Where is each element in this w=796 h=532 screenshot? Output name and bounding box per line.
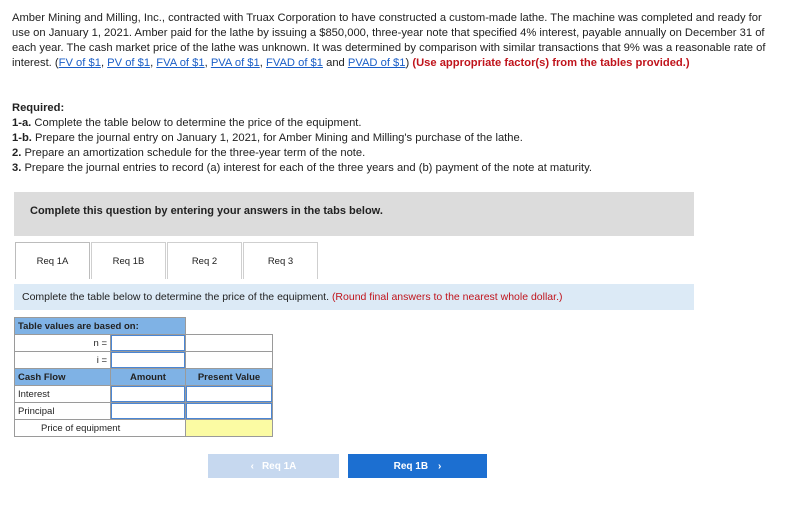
pv-link[interactable]: PV of $1 — [107, 57, 151, 69]
col-amount: Amount — [111, 369, 186, 386]
instruction-banner: Complete this question by entering your answers in the tabs below. — [14, 192, 694, 236]
present-value-table — [14, 317, 273, 437]
col-cash-flow: Cash Flow — [15, 369, 111, 386]
price-of-equipment-label: Price of equipment — [15, 420, 186, 437]
i-label: i = — [15, 352, 111, 369]
tab-req-1a[interactable]: Req 1A — [15, 242, 90, 279]
col-present-value: Present Value — [186, 369, 273, 386]
row-interest-label: Interest — [15, 386, 111, 403]
fva-link[interactable]: FVA of $1 — [156, 57, 205, 69]
n-label: n = — [15, 335, 111, 352]
problem-text: Amber Mining and Milling, Inc., contracted with Truax Corporation to have constructed a custom-made lathe. The machine was completed and ready for use on January 1, 2021. Amber paid for the lathe by issuing a $850,000, three-year note that specified 4% interest, payable annually on December 31 of each year. The cash market price of the lathe was unknown. It was determined by comparison with similar transactions that 9% was a reasonable rate of interest. ( — [12, 12, 766, 69]
problem-statement: Amber Mining and Milling, Inc., contracted with Truax Corporation to have constructed a custom-made lathe. The machine was completed and ready for use on January 1, 2021. Amber paid for the lathe by issuing a $850,000, three-year note that specified 4% interest, payable annually on December 31 of each year. The cash market price of the lathe was unknown. It was determined by comparison with similar transactions that 9% was a reasonable rate of interest. (FV of $1, PV of $1, FVA of $1, PVA of $1, FVAD of $1 and PVAD of $1) (Use appropriate factor(s) from the tables provided.) — [12, 12, 766, 69]
pvad-link[interactable]: PVAD of $1 — [347, 57, 406, 69]
required-heading: Required: — [12, 102, 65, 114]
next-tab-button[interactable]: Req 1B › — [348, 454, 487, 478]
price-of-equipment-total[interactable] — [186, 420, 273, 437]
fvad-link[interactable]: FVAD of $1 — [265, 57, 323, 69]
tab-bar — [15, 242, 319, 280]
required-item: 3. Prepare the journal entries to record (a) interest for each of the three years and (b) payment of the note at maturity. — [12, 162, 592, 174]
row-principal-label: Principal — [15, 403, 111, 420]
principal-amount-input[interactable] — [111, 403, 185, 419]
required-section — [12, 101, 782, 176]
pva-link[interactable]: PVA of $1 — [210, 57, 260, 69]
required-item: 2. Prepare an amortization schedule for the three-year term of the note. — [12, 147, 366, 159]
required-item: 1-b. Prepare the journal entry on January 1, 2021, for Amber Mining and Milling's purchase of the lathe. — [12, 132, 523, 144]
fv-link[interactable]: FV of $1 — [58, 57, 101, 69]
tab-req-3[interactable]: Req 3 — [243, 242, 318, 279]
principal-pv-input[interactable] — [186, 403, 272, 419]
chevron-left-icon: ‹ — [250, 460, 254, 472]
table-header: Table values are based on: — [15, 318, 186, 335]
tab-req-1b[interactable]: Req 1B — [91, 242, 166, 279]
i-input[interactable] — [111, 352, 185, 368]
tab-instruction: Complete the table below to determine the price of the equipment. (Round final answers to the nearest whole dollar.) — [14, 284, 694, 310]
tab-req-2[interactable]: Req 2 — [167, 242, 242, 279]
n-input[interactable] — [111, 335, 185, 351]
chevron-right-icon: › — [438, 460, 442, 472]
interest-amount-input[interactable] — [111, 386, 185, 402]
prev-tab-button[interactable]: ‹ Req 1A — [208, 454, 339, 478]
interest-pv-input[interactable] — [186, 386, 272, 402]
required-item: 1-a. Complete the table below to determine the price of the equipment. — [12, 117, 362, 129]
factor-instruction: (Use appropriate factor(s) from the tables provided.) — [412, 57, 690, 69]
